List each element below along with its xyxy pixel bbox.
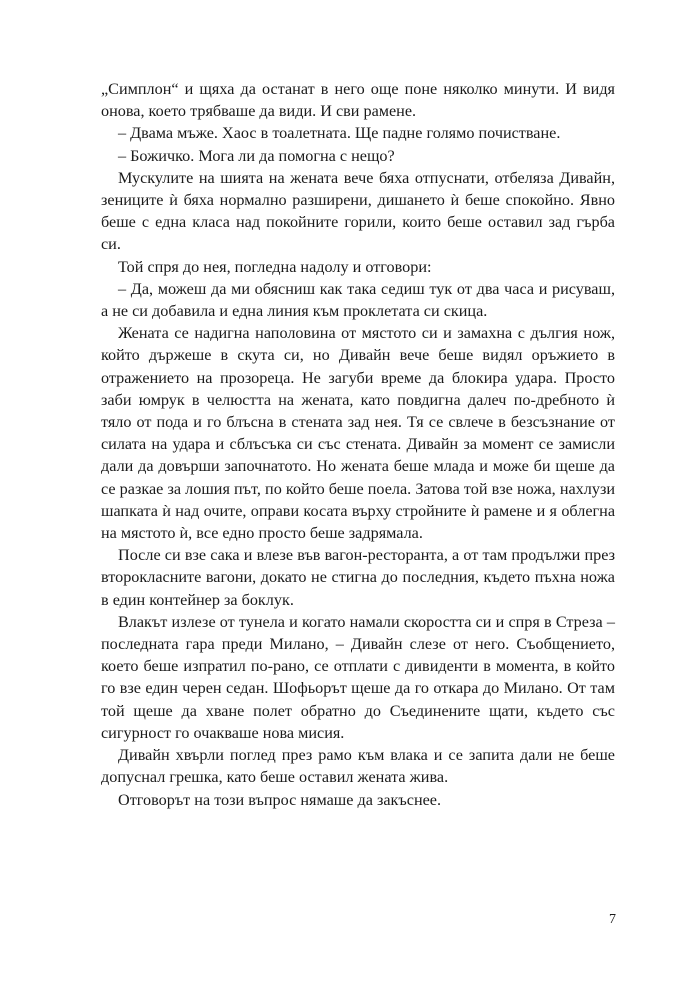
paragraph: Отговорът на този въпрос нямаше да закъснее.: [118, 790, 442, 809]
paragraph: Мускулите на шията на жената вече бяха отпуснати, отбеляза Дивайн, зениците ѝ бяха нормално разширени, дишането ѝ беше спокойно. Явно беше с една класа над покойните горили, които беше оставил зад гърба си.: [101, 168, 615, 254]
paragraph: – Божичко. Мога ли да помогна с нещо?: [118, 146, 395, 165]
paragraph: Той спря до нея, погледна надолу и отговори:: [118, 257, 432, 276]
body-text: [101, 78, 615, 811]
paragraph: Дивайн хвърли поглед през рамо към влака и се запита дали не беше допуснал грешка, като беше оставил жената жива.: [101, 746, 615, 787]
paragraph: „Симплон“ и щяха да останат в него още поне няколко минути. И видя онова, което трябваше да види. И сви рамене.: [101, 80, 615, 121]
paragraph: Жената се надигна наполовина от мястото си и замахна с дългия нож, който държеше в скута си, но Дивайн вече беше видял оръжието в отражението на прозореца. Не загуби време да блокира удара. Просто заби юмрук в челюстта на жената, като повдигна далеч по-дребното ѝ тяло от пода и го блъсна в стената зад нея. Тя се свлече в безсъзнание от силата на удара и сблъсъка си със стената. Дивайн за момент се замисли дали да довърши започнатото. Но жената беше млада и може би щеше да се разкае за лошия път, по който беше поела. Затова той взе ножа, нахлузи шапката ѝ над очите, оправи косата върху стройните ѝ рамене и я облегна на мястото ѝ, все едно просто беше задрямала.: [101, 324, 615, 543]
paragraph: – Да, можеш да ми обясниш как така седиш тук от два часа и рисуваш, а не си добавила и една линия към проклетата си скица.: [101, 279, 615, 321]
paragraph: После си взе сака и влезе във вагон-ресторанта, а от там продължи през второкласните вагони, докато не стигна до последния, където пъхна ножа в един контейнер за боклук.: [101, 546, 615, 609]
paragraph: Влакът излезе от тунела и когато намали скоростта си и спря в Стреза – последната гара преди Милано, – Дивайн слезе от него. Съобщението, което беше изпратил по-рано, се отплати с дивиденти в момента, в който го взе един черен седан. Шофьорът щеше да го откара до Милано. От там той щеше да хване полет обратно до Съединените щати, където със сигурност го очакваше нова мисия.: [101, 612, 615, 742]
paragraph: – Двама мъже. Хаос в тоалетната. Ще падне голямо почистване.: [118, 124, 561, 143]
page-number: 7: [609, 912, 616, 927]
